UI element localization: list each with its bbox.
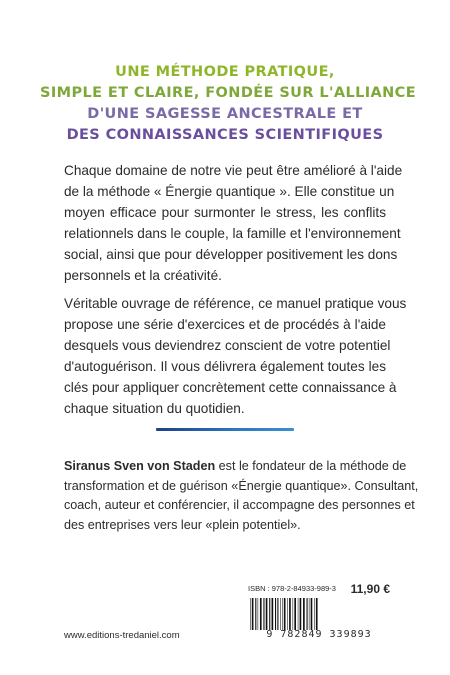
text-line: Véritable ouvrage de référence, ce manuel pratique vous bbox=[64, 296, 407, 311]
bio-first-line-text: est le fondateur de la méthode de bbox=[215, 459, 407, 473]
barcode-bar bbox=[258, 598, 259, 630]
isbn-label: ISBN : 978-2-84933-989-3 bbox=[248, 584, 336, 593]
barcode-bar bbox=[287, 598, 288, 630]
bio-line: des entreprises vers leur «plein potentiel». bbox=[64, 517, 301, 532]
barcode bbox=[248, 598, 390, 632]
description-paragraph-1 bbox=[64, 160, 403, 286]
barcode-bar bbox=[303, 598, 305, 630]
text-line: d'autoguérison. Il vous délivrera également toutes les bbox=[64, 359, 386, 374]
barcode-bar bbox=[284, 598, 286, 630]
bio-line bbox=[64, 457, 407, 477]
description-paragraph-2 bbox=[64, 293, 407, 419]
barcode-number: 9 782849 339893 bbox=[266, 629, 372, 640]
barcode-bar bbox=[293, 598, 294, 630]
bio-line: transformation et de guérison «Énergie quantique». Consultant, bbox=[64, 478, 419, 493]
barcode-bar bbox=[300, 598, 302, 630]
text-line: desquels vous deviendrez conscient de votre potentiel bbox=[64, 338, 391, 353]
barcode-bar bbox=[316, 598, 318, 630]
isbn-line bbox=[248, 582, 390, 596]
barcode-bar bbox=[269, 598, 270, 630]
text-line: chaque situation du quotidien. bbox=[64, 401, 245, 416]
barcode-bar bbox=[311, 598, 313, 630]
author-bio bbox=[64, 457, 419, 535]
bio-line: coach, auteur et conférencier, il accompagne des personnes et bbox=[64, 498, 415, 512]
barcode-bar bbox=[263, 598, 264, 630]
headline-line-1: UNE MÉTHODE PRATIQUE, bbox=[115, 64, 335, 80]
text-line: clés pour appliquer concrètement cette connaissance à bbox=[64, 380, 397, 395]
barcode-bar bbox=[309, 598, 310, 630]
barcode-bar bbox=[266, 598, 268, 630]
text-line: propose une série d'exercices et de procédés à l'aide bbox=[64, 317, 386, 332]
barcode-bar bbox=[307, 598, 308, 630]
barcode-bar bbox=[282, 598, 283, 630]
headline-line-3: D'UNE SAGESSE ANCESTRALE ET bbox=[87, 106, 363, 122]
barcode-bar bbox=[294, 598, 296, 630]
barcode-bar bbox=[250, 598, 251, 630]
headline bbox=[40, 62, 417, 146]
publisher-url[interactable]: www.editions-tredaniel.com bbox=[64, 630, 180, 641]
headline-line-4: DES CONNAISSANCES SCIENTIFIQUES bbox=[66, 127, 384, 143]
isbn-block bbox=[248, 584, 390, 644]
author-name: Siranus Sven von Staden bbox=[64, 459, 216, 473]
barcode-bar bbox=[272, 598, 274, 630]
headline-line-2: SIMPLE ET CLAIRE, FONDÉE SUR L'ALLIANCE bbox=[40, 85, 417, 101]
text-line: social, ainsi que pour développer positivement les dons bbox=[64, 247, 398, 262]
decorative-divider bbox=[156, 428, 294, 431]
text-line: personnels et la créativité. bbox=[64, 268, 222, 283]
barcode-bar bbox=[277, 598, 278, 630]
barcode-bar bbox=[289, 598, 291, 630]
text-line: Chaque domaine de notre vie peut être amélioré à l'aide bbox=[64, 163, 403, 178]
price: 11,90 € bbox=[350, 582, 390, 596]
barcode-bar bbox=[280, 598, 281, 630]
barcode-bar bbox=[255, 598, 256, 630]
barcode-bar bbox=[314, 598, 315, 630]
text-line: moyen efficace pour surmonter le stress, les conflits bbox=[64, 205, 386, 220]
barcode-bar bbox=[252, 598, 254, 630]
barcode-bar bbox=[275, 598, 276, 630]
barcode-bar bbox=[298, 598, 299, 630]
text-line: de la méthode « Énergie quantique ». Elle constitue un bbox=[64, 184, 395, 199]
text-line: relationnels dans le couple, la famille et l'environnement bbox=[64, 226, 401, 241]
barcode-bar bbox=[260, 598, 262, 630]
